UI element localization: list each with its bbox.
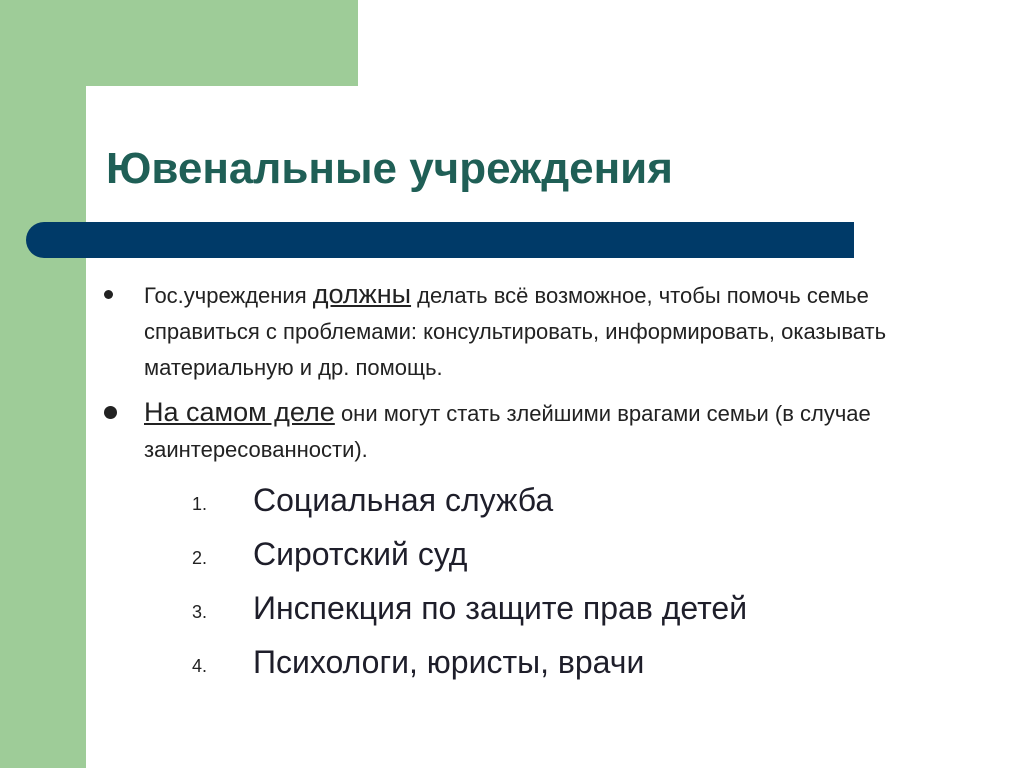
bullet-emphasis: должны xyxy=(312,279,412,309)
bullet-emphasis: На самом деле xyxy=(144,397,335,427)
bullet-dot-icon xyxy=(104,406,117,419)
bullet-text xyxy=(144,394,904,468)
bullet-dot-icon xyxy=(104,290,113,299)
list-item-text: Сиротский суд xyxy=(253,536,468,572)
bullet-item-2 xyxy=(104,394,904,468)
list-item-number: 1. xyxy=(192,494,208,514)
bullet-text xyxy=(144,276,904,386)
list-item-text: Инспекция по защите прав детей xyxy=(253,590,748,626)
list-item-text: Психологи, юристы, врачи xyxy=(253,644,645,680)
bullet-rest: делать всё возможное, чтобы помочь семье справиться с проблемами: консультировать, информировать, оказывать материальную и др. помощь. xyxy=(144,283,887,380)
bullet-lead: Гос.учреждения xyxy=(144,283,313,308)
list-item-text: Социальная служба xyxy=(253,482,554,518)
slide-title: Ювенальные учреждения xyxy=(106,144,673,193)
green-frame-left xyxy=(0,0,86,768)
bullet-item-1 xyxy=(104,276,904,386)
bullet-rest: они могут стать злейшими врагами семьи (в случае заинтересованности). xyxy=(144,401,871,462)
list-item-number: 3. xyxy=(192,602,208,622)
list-item-number: 4. xyxy=(192,656,208,676)
list-item-number: 2. xyxy=(192,548,208,568)
title-underline-bar xyxy=(26,222,854,258)
